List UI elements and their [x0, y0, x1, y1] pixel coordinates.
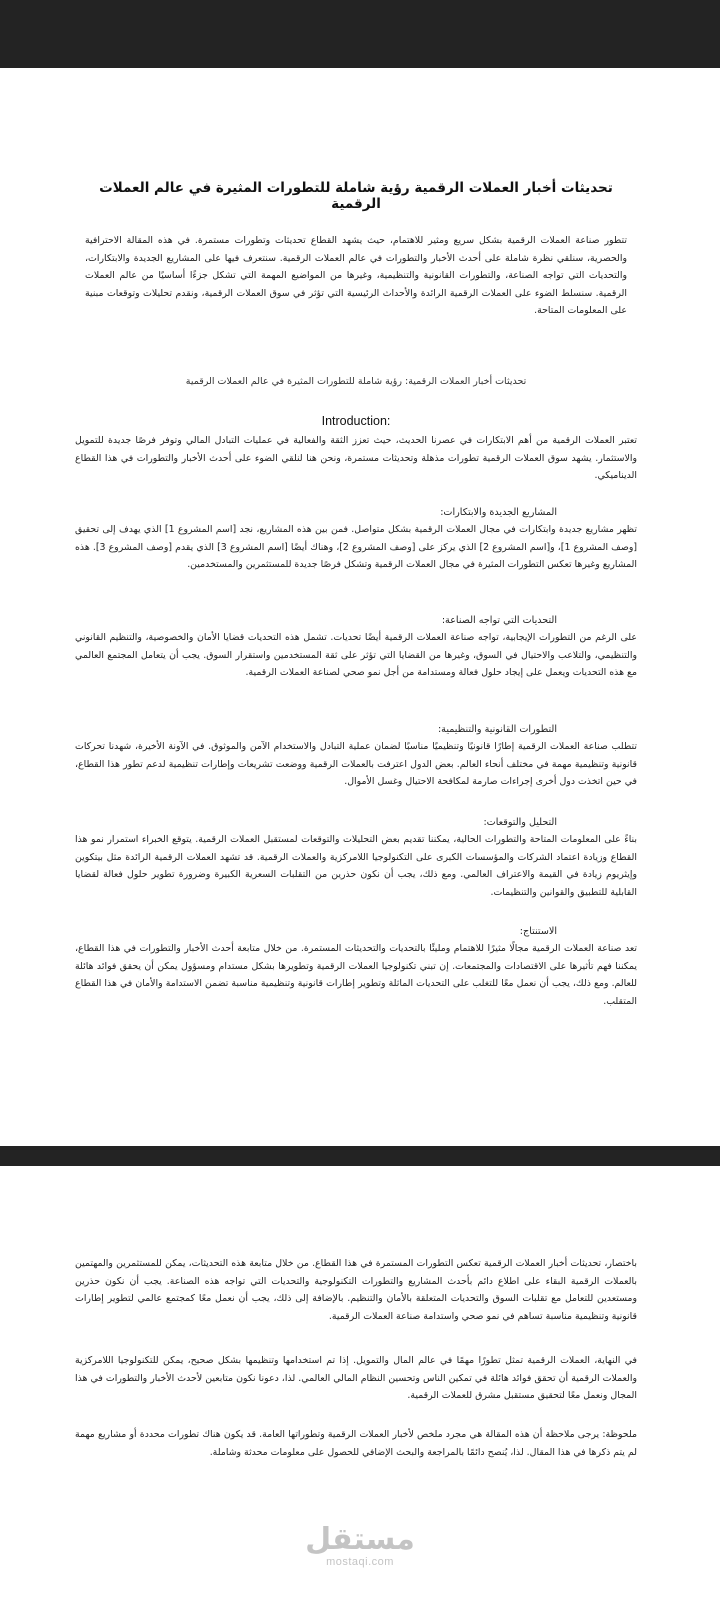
document-title: تحديثات أخبار العملات الرقمية رؤية شاملة للتطورات المثيرة في عالم العملات الرقمية: [99, 180, 613, 212]
section-heading: الاستنتاج:: [519, 926, 557, 937]
top-dark-band: [0, 0, 720, 68]
document-subtitle: تحديثات أخبار العملات الرقمية: رؤية شاملة للتطورات المثيرة في عالم العملات الرقمية: [185, 376, 527, 387]
section-text: تظهر مشاريع جديدة وابتكارات في مجال العملات الرقمية بشكل متواصل. فمن بين هذه المشاريع، نجد [اسم المشروع 1] الذي يهدف إلى تحقيق [وصف المشروع 1]، و[اسم المشروع 2] الذي يركز على [وصف المشروع 2]، وهناك أيضًا [اسم المشروع 3] الذي يقدم [وصف المشروع 3]. هذه المشاريع وغيرها تعكس التطورات المثيرة في مجال العملات الرقمية وتشكل فرصًا جديدة للمستثمرين والمستخدمين.: [75, 524, 638, 570]
section-text: بناءً على المعلومات المتاحة والتطورات الحالية، يمكننا تقديم بعض التحليلات والتوقعات لمستقبل العملات الرقمية. يتوقع الخبراء استمرار نمو هذا القطاع وزيادة اعتماد الشركات والمؤسسات الكبرى على التكنولوجيا اللامركزية والعملات الرقمية. قد تشهد العملات الرقمية الرائدة مثل بيتكوين وإيثريوم زيادة في القيمة والاعتراف العالمي. ومع ذلك، يجب أن نكون حذرين من التقلبات السعرية الكبيرة وضرورة تطوير حلول فعالة لقضايا القابلية للتطبيق والقوانين والتنظيمات.: [75, 834, 637, 898]
mostaqi-watermark-logo: [0, 1524, 720, 1568]
section-text: تتطلب صناعة العملات الرقمية إطارًا قانونيًا وتنظيميًا مناسبًا لضمان عملية التبادل والاستخدام الآمن والموثوق. في الآونة الأخيرة، شهدنا تحركات قانونية وتنظيمية مهمة في مختلف أنحاء العالم. بعض الدول اعترفت بالعملات الرقمية ووضعت تشريعات وإطارات تنظيمية لدعم تطور هذا القطاع، في حين اتخذت دول أخرى إجراءات صارمة لمكافحة الاحتيال وغسل الأموال.: [75, 741, 637, 787]
introduction-text: تعتبر العملات الرقمية من أهم الابتكارات في عصرنا الحديث، حيث تعزز الثقة والفعالية في عمليات التبادل المالي وتوفر فرصًا جديدة للتمويل والاستثمار. يشهد سوق العملات الرقمية تطورات مذهلة وتحديثات مستمرة، ونحن هنا لنلقي الضوء على أحدث الأخبار والتطورات في هذا القطاع الديناميكي.: [75, 435, 637, 481]
section-text: على الرغم من التطورات الإيجابية، تواجه صناعة العملات الرقمية أيضًا تحديات. تشمل هذه التحديات قضايا الأمان والخصوصية، والتنظيم القانوني والتنظيمي، والتلاعب والاحتيال في السوق، وغيرها من القضايا التي تؤثر على ثقة المستخدمين واستقرار السوق. يجب أن يتعامل المجتمع العالمي مع هذه التحديات ويعمل على إيجاد حلول فعالة ومستدامة من أجل نمو صحي لصناعة العملات الرقمية.: [75, 632, 637, 678]
section-heading: المشاريع الجديدة والابتكارات:: [440, 507, 557, 518]
section-conclusion: [75, 924, 637, 1010]
page2-paragraph-note: [75, 1426, 637, 1461]
section-heading: التحليل والتوقعات:: [483, 817, 557, 828]
section-text: تعد صناعة العملات الرقمية مجالًا مثيرًا للاهتمام ومليئًا بالتحديات والتحديثات المستمرة. من خلال متابعة أحدث الأخبار والتطورات في هذا القطاع، يمكننا فهم تأثيرها على الاقتصادات والمجتمعات. إن تبني تكنولوجيا العملات الرقمية وتطويرها بشكل مستدام ومسؤول يمكن أن يحقق فوائد هائلة للعالم. ومع ذلك، يجب أن نعمل معًا للتغلب على التحديات الماثلة وتطوير إطارات قانونية وتنظيمية مناسبة تضمن الاستدامة والأمان في هذا القطاع المتقلب.: [75, 943, 637, 1007]
page-separator-band: [0, 1146, 720, 1166]
section-analysis-forecasts: [75, 815, 637, 901]
page2-paragraph-final: [75, 1352, 637, 1405]
section-industry-challenges: [75, 613, 637, 682]
watermark-arabic-text: مستقل: [305, 1522, 415, 1557]
section-heading: التحديات التي تواجه الصناعة:: [441, 615, 557, 626]
note-paragraph: ملحوظة: يرجى ملاحظة أن هذه المقالة هي مجرد ملخص لأخبار العملات الرقمية وتطوراتها العامة. قد يكون هناك تطورات محددة أو مشاريع مهمة لم يتم ذكرها في هذا المقال. لذا، يُنصح دائمًا بالمراجعة والبحث الإضافي للحصول على معلومات محدثة وشاملة.: [75, 1429, 637, 1458]
page2-paragraph-summary: [75, 1255, 637, 1325]
final-paragraph: في النهاية، العملات الرقمية تمثل تطورًا مهمًا في عالم المال والتمويل. إذا تم استخدامها وتنظيمها بشكل صحيح، يمكن للتكنولوجيا اللامركزية والعملات الرقمية أن تحقق فوائد هائلة في تمكين الناس وتحسين النظام المالي العالمي. لذا، دعونا نكون متابعين لأحدث الأخبار والتطورات في هذا المجال ونعمل معًا لتحقيق مستقبل مشرق للعملات الرقمية.: [75, 1355, 637, 1401]
section-new-projects: [75, 505, 637, 574]
introduction-heading: Introduction:: [321, 414, 391, 428]
watermark-latin-text: mostaqi.com: [326, 1556, 394, 1568]
section-heading: التطورات القانونية والتنظيمية:: [437, 724, 557, 735]
section-legal-regulatory: [75, 722, 637, 791]
lead-paragraph: تتطور صناعة العملات الرقمية بشكل سريع ومثير للاهتمام، حيث يشهد القطاع تحديثات وتطورات مستمرة. في هذه المقالة الاحترافية والحصرية، سنلقي نظرة شاملة على أحدث الأخبار والتطورات في عالم العملات الرقمية. سنتعرف فيها على المشاريع الجديدة والابتكارات، والتحديات التي تواجه الصناعة، والتطورات القانونية والتنظيمية، وغيرها من المواضيع المهمة التي تشكل جزءًا أساسيًا من عالم العملات الرقمية. سنسلط الضوء على العملات الرقمية الرائدة والأحداث الرئيسية التي تؤثر في سوق العملات الرقمية، ونقدم تحليلات وتوقعات مبنية على المعلومات المتاحة.: [85, 235, 627, 316]
summary-paragraph: باختصار، تحديثات أخبار العملات الرقمية تعكس التطورات المستمرة في هذا القطاع. من خلال متابعة هذه التحديثات، يمكن للمستثمرين والمهتمين بالعملات الرقمية البقاء على اطلاع دائم بأحدث المشاريع والتطورات التكنولوجية والتحديات التي تواجه هذه الصناعة. يجب أن نكون حذرين ومستعدين للتعامل مع تقلبات السوق والتحديات المتعلقة بالأمان والتنظيم. بالإضافة إلى ذلك، يجب أن نعمل معًا كمجتمع عالمي لتطوير إطارات قانونية وتنظيمية مناسبة تساهم في نمو صحي واستدامة صناعة العملات الرقمية.: [75, 1258, 637, 1322]
introduction-block: [75, 432, 637, 485]
lead-paragraph-block: [75, 232, 637, 320]
